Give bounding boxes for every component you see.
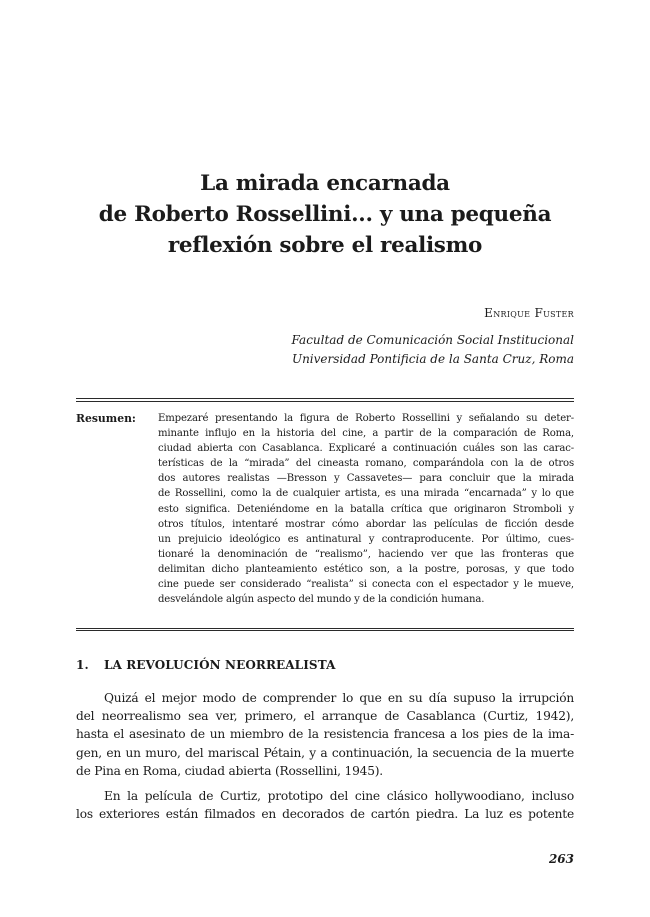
- abstract-line: tionaré la denominación de “realismo”, haciendo ver que las fronteras que: [158, 548, 574, 560]
- abstract-line: minante influjo en la historia del cine, a partir de la comparación de Roma,: [158, 428, 574, 440]
- page-number: 263: [548, 852, 574, 866]
- abstract-line: desvelándole algún aspecto del mundo y de la condición humana.: [158, 594, 485, 606]
- abstract-line: terísticas de la “mirada” del cineasta romano, comparándola con la de otros: [158, 458, 574, 470]
- abstract-bottom-rule-thin: [76, 628, 574, 629]
- paragraph-line: En la película de Curtiz, prototipo del cine clásico hollywoodiano, incluso: [104, 789, 574, 803]
- abstract-label: Resumen:: [76, 412, 136, 425]
- paragraph-line: gen, en un muro, del mariscal Pétain, y a continuación, la secuencia de la muerte: [76, 745, 574, 760]
- article-title: [60, 168, 590, 261]
- abstract-bottom-rule: [76, 630, 574, 631]
- section-heading: [76, 658, 335, 672]
- author-affiliation: [292, 331, 574, 369]
- body-paragraph-1: [76, 689, 574, 780]
- abstract-line: ciudad abierta con Casablanca. Explicaré a continuación cuáles son las carac-: [158, 443, 574, 455]
- section-number: 1.: [76, 658, 89, 672]
- abstract-line: esto significa. Deteniéndome en la batalla crítica que originaron Stromboli y: [158, 503, 574, 515]
- abstract-line: Empezaré presentando la figura de Roberto Rossellini y señalando su deter-: [158, 413, 574, 424]
- paragraph-line: hasta el asesinato de un miembro de la resistencia francesa a los pies de la ima-: [76, 727, 574, 742]
- title-line: de Roberto Rossellini... y una pequeña: [98, 202, 552, 227]
- abstract-line: de Rossellini, como la de cualquier artista, es una mirada “encarnada” y lo que: [158, 488, 574, 500]
- paragraph-line: de Pina en Roma, ciudad abierta (Rossellini, 1945).: [76, 763, 383, 778]
- paragraph-line: del neorrealismo sea ver, primero, el arranque de Casablanca (Curtiz, 1942),: [76, 709, 574, 724]
- body-paragraph-2: [76, 787, 574, 823]
- abstract-body: [158, 411, 574, 607]
- paragraph-line: los exteriores están filmados en decorados de cartón piedra. La luz es potente: [76, 807, 574, 822]
- abstract-line: cine puede ser considerado “realista” si conecta con el espectador y le mueve,: [158, 579, 574, 591]
- title-line: La mirada encarnada: [200, 171, 450, 196]
- section-title: LA REVOLUCIÓN NEORREALISTA: [104, 658, 336, 672]
- abstract-line: dos autores realistas —Bresson y Cassavetes— para concluir que la mirada: [158, 473, 574, 485]
- abstract-line: delimitan dicho planteamiento estético son, a la postre, porosas, y que todo: [158, 563, 574, 575]
- affiliation-line: Universidad Pontificia de la Santa Cruz, Roma: [291, 352, 574, 366]
- affiliation-line: Facultad de Comunicación Social Institucional: [291, 333, 574, 347]
- abstract-top-rule: [76, 398, 574, 399]
- abstract-top-rule-thin: [76, 401, 574, 402]
- author-name: Enrique Fuster: [484, 306, 574, 320]
- abstract-line: un prejuicio ideológico es antinatural y contraproducente. Por último, cues-: [158, 533, 574, 545]
- title-line: reflexión sobre el realismo: [167, 233, 483, 258]
- abstract-line: otros títulos, intentaré mostrar cómo abordar las películas de ficción desde: [158, 518, 574, 530]
- paragraph-line: Quizá el mejor modo de comprender lo que en su día supuso la irrupción: [104, 691, 574, 705]
